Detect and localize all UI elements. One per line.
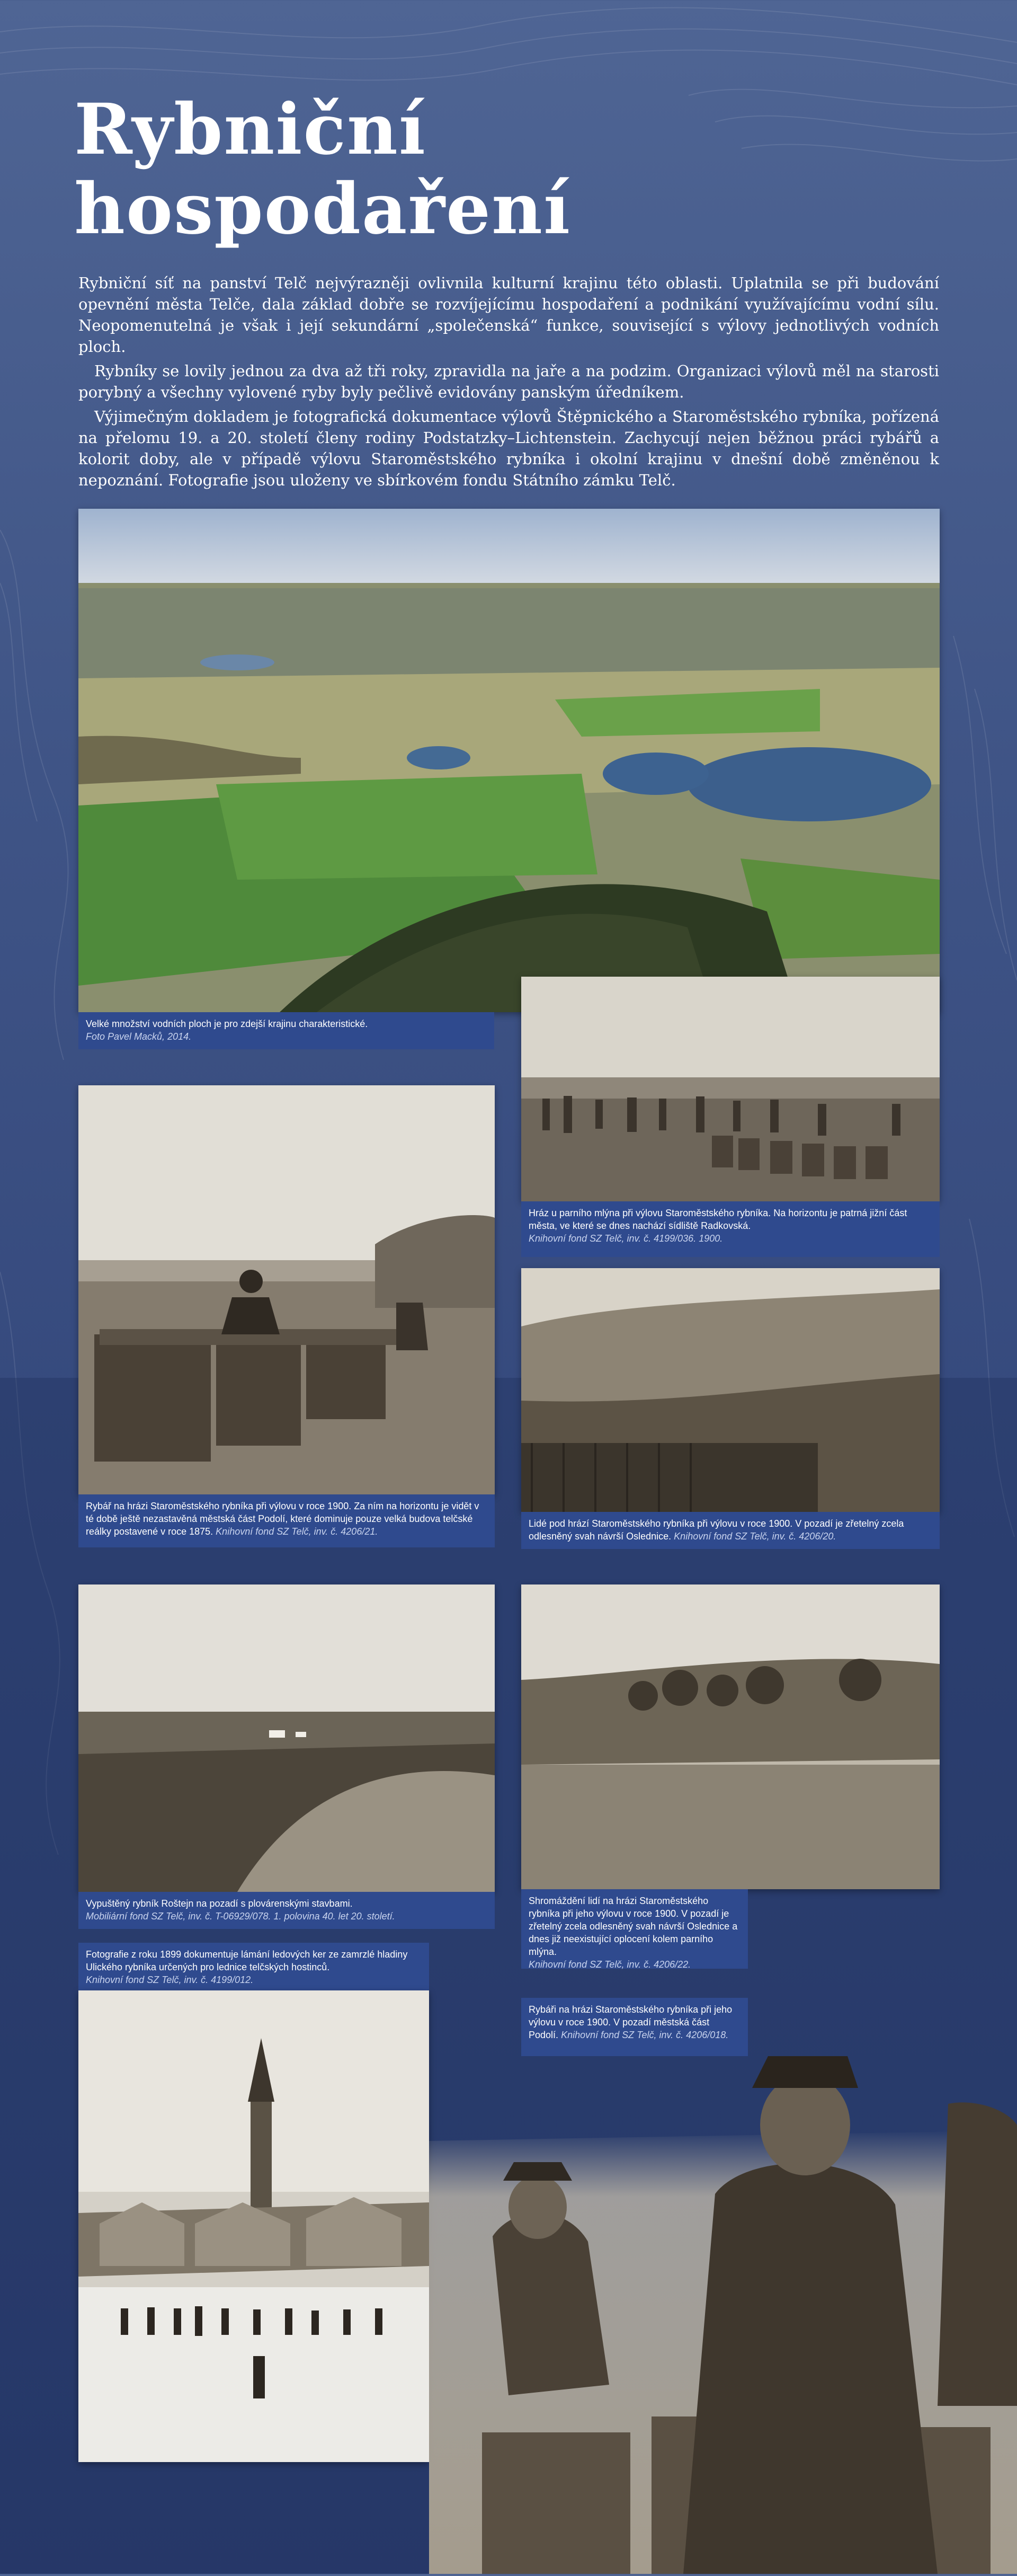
caption-dam-text: Hráz u parního mlýna při výlovu Staroměstského rybníka. Na horizontu je patrná jižní část města, ve které se dnes nachází sídliště Radkovská.	[529, 1208, 907, 1231]
photo-fisherman-dam	[78, 1085, 495, 1494]
caption-gathering-source: Knihovní fond SZ Telč, inv. č. 4206/22.	[529, 1959, 691, 1970]
caption-drained-text: Vypuštěný rybník Roštejn na pozadí s plovárenskými stavbami.	[86, 1898, 353, 1909]
photo-drained-pond	[78, 1584, 495, 1892]
intro-paragraph-1: Rybniční síť na panství Telč nejvýrazněji ovlivnila kulturní krajinu této oblasti. Uplatnila se při budování opevnění města Telče, dala základ dobře se rozvíjejícímu hospodaření a podnikání využívajícímu vodní sílu. Neopomenutelná je však i její sekundární „společenská“ funkce, související s výlovy jednotlivých vodních ploch.	[78, 274, 939, 356]
caption-drained-source: Mobiliární fond SZ Telč, inv. č. T-06929/078. 1. polovina 40. let 20. století.	[86, 1911, 395, 1922]
caption-aerial-source: Foto Pavel Macků, 2014.	[86, 1031, 192, 1042]
photo-gathering-dam	[521, 1584, 940, 1889]
caption-ice-text: Fotografie z roku 1899 dokumentuje lámání ledových ker ze zamrzlé hladiny Ulického rybníka určených pro lednice telčských hostinců.	[86, 1949, 408, 1972]
caption-fisherman-source: Knihovní fond SZ Telč, inv. č. 4206/21.	[216, 1526, 378, 1537]
photo-people-under-dam	[521, 1268, 940, 1512]
title-line-1: Rybniční	[74, 88, 426, 171]
caption-fishermen-text: Rybáři na hrázi Staroměstského rybníka při jeho výlovu v roce 1900. V pozadí městská část Podolí.	[529, 2004, 733, 2040]
caption-dam-steam-mill	[521, 1201, 940, 1257]
photo-dam-steam-mill	[521, 977, 940, 1201]
caption-people-source: Knihovní fond SZ Telč, inv. č. 4206/20.	[674, 1531, 836, 1542]
caption-ice-breaking	[78, 1943, 429, 1990]
caption-aerial-text: Velké množství vodních ploch je pro zdejší krajinu charakteristické.	[86, 1019, 368, 1029]
caption-fisherman-dam	[78, 1494, 495, 1547]
caption-ice-source: Knihovní fond SZ Telč, inv. č. 4199/012.	[86, 1975, 254, 1985]
caption-gathering-text: Shromáždění lidí na hrázi Staroměstského rybníka při jeho výlovu v roce 1900. V pozadí je zřetelný zcela odlesněný svah návrší Oslednice a dnes již neexistující oplocení kolem parního mlýna.	[529, 1896, 738, 1957]
photo-fishermen-cutout	[429, 1876, 1017, 2574]
caption-dam-source: Knihovní fond SZ Telč, inv. č. 4199/036. 1900.	[529, 1233, 723, 1244]
caption-aerial	[78, 1012, 494, 1049]
photo-aerial-landscape	[78, 509, 940, 1012]
photo-ice-breaking	[78, 1990, 429, 2462]
intro-text	[78, 272, 939, 494]
caption-people-text: Lidé pod hrází Staroměstského rybníka při výlovu v roce 1900. V pozadí je zřetelný zcela odlesněný svah návrší Oslednice.	[529, 1518, 904, 1542]
intro-paragraph-3: Výjimečným dokladem je fotografická dokumentace výlovů Štěpnického a Staroměstského rybníka, pořízená na přelomu 19. a 20. století členy rodiny Podstatzky–Lichtenstein. Zachycují nejen běžnou práci rybářů a kolorit doby, ale v případě výlovu Staroměstského rybníka i okolní krajinu v dnešní době změněnou k nepoznání. Fotografie jsou uloženy ve sbírkovém fondu Státního zámku Telč.	[78, 408, 939, 489]
title-line-2: hospodaření	[74, 168, 572, 250]
caption-fishermen-source: Knihovní fond SZ Telč, inv. č. 4206/018.	[561, 2030, 729, 2040]
intro-paragraph-2: Rybníky se lovily jednou za dva až tři roky, zpravidla na jaře a na podzim. Organizaci výlovů měl na starosti porybný a všechny vylovené ryby byly pečlivě evidovány panským úředníkem.	[78, 362, 939, 401]
caption-fisherman-text: Rybář na hrázi Staroměstského rybníka při výlovu v roce 1900. Za ním na horizontu je vidět v té době ještě nezastavěná městská část Podolí, které dominuje pouze velká budova telčské reálky postavené v roce 1875.	[86, 1501, 479, 1537]
caption-people-under-dam	[521, 1512, 940, 1549]
page-title	[74, 90, 816, 249]
